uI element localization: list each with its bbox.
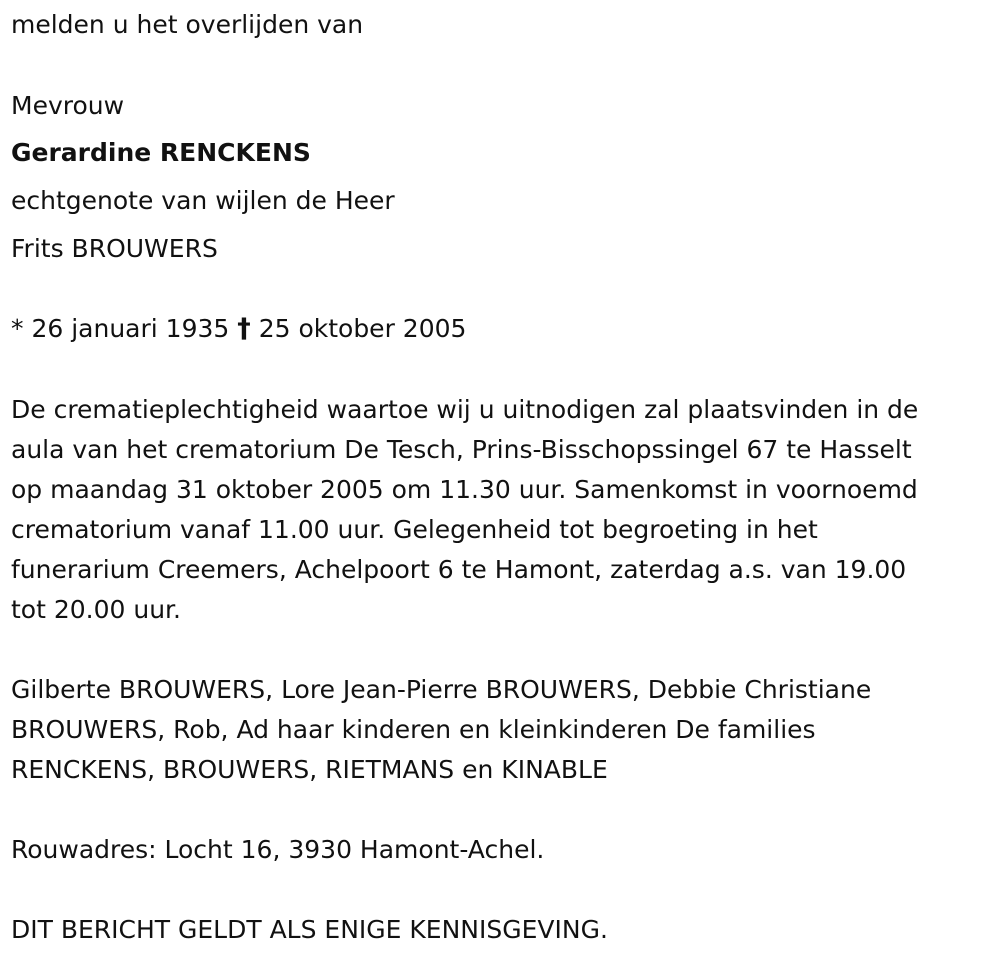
- cross-icon: †: [237, 313, 251, 344]
- ceremony-paragraph: De crematieplechtigheid waartoe wij u uitnodigen zal plaatsvinden in de aula van het crematorium De Tesch, Prins-Bisschopssingel 67 te Hasselt op maandag 31 oktober 2005 om 11.30 uur. Samenkomst in voornoemd crematorium vanaf 11.00 uur. Gelegenheid tot begroeting in het funerarium Creemers, Achelpoort 6 te Hamont, zaterdag a.s. van 19.00 tot 20.00 uur.: [11, 395, 919, 624]
- death-date: 25 oktober 2005: [258, 314, 467, 343]
- mourning-address: Rouwadres: Locht 16, 3930 Hamont-Achel.: [11, 835, 545, 864]
- birth-symbol: *: [11, 314, 24, 343]
- notice-text: DIT BERICHT GELDT ALS ENIGE KENNISGEVING.: [11, 915, 608, 944]
- deceased-name: Gerardine RENCKENS: [11, 138, 311, 167]
- life-dates: [11, 309, 466, 349]
- family-paragraph: Gilberte BROUWERS, Lore Jean-Pierre BROUWERS, Debbie Christiane BROUWERS, Rob, Ad haar kinderen en kleinkinderen De families RENCKENS, BROUWERS, RIETMANS en KINABLE: [11, 675, 872, 784]
- intro-text: melden u het overlijden van: [11, 10, 364, 39]
- spouse-name: Frits BROUWERS: [11, 234, 218, 263]
- honorific: Mevrouw: [11, 91, 125, 120]
- birth-date: 26 januari 1935: [31, 314, 230, 343]
- spouse-line: echtgenote van wijlen de Heer: [11, 186, 395, 215]
